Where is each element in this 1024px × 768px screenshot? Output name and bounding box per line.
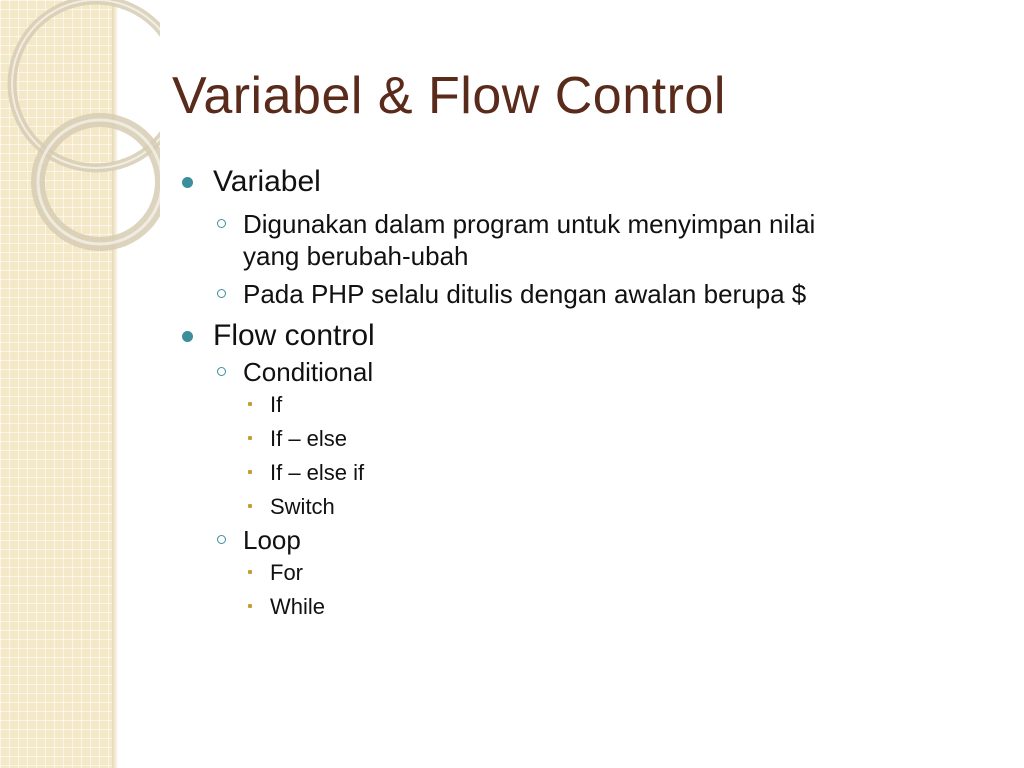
square-bullet-icon — [248, 570, 252, 574]
sub-sub-bullet-text: If — [270, 392, 283, 417]
filled-circle-bullet-icon — [182, 331, 193, 342]
hollow-circle-bullet-icon — [217, 289, 226, 298]
sub-sub-bullet-switch — [182, 490, 982, 524]
sub-sub-bullet-text: If – else if — [270, 460, 365, 485]
sub-sub-bullet-if — [182, 388, 982, 422]
bullet-text: Flow control — [213, 319, 375, 352]
sub-sub-bullet-text: Switch — [270, 494, 335, 519]
sub-bullet-text-line2: yang berubah-ubah — [243, 241, 469, 271]
bullet-list — [182, 162, 982, 624]
square-bullet-icon — [248, 402, 252, 406]
sub-sub-bullet-if-else — [182, 422, 982, 456]
square-bullet-icon — [248, 436, 252, 440]
sub-bullet-pada-php — [182, 278, 982, 310]
ring-large — [12, 0, 160, 168]
sub-sub-bullet-for — [182, 556, 982, 590]
hollow-circle-bullet-icon — [217, 367, 226, 376]
sub-bullet-text: Loop — [243, 525, 301, 555]
sub-bullet-loop — [182, 524, 982, 556]
square-bullet-icon — [248, 470, 252, 474]
bullet-flow-control — [182, 316, 982, 356]
sub-bullet-conditional — [182, 356, 982, 388]
sub-sub-bullet-text: While — [270, 594, 326, 619]
slide-title: Variabel & Flow Control — [172, 67, 726, 125]
square-bullet-icon — [248, 504, 252, 508]
sub-bullet-digunakan — [182, 208, 982, 272]
sub-bullet-text: Conditional — [243, 357, 374, 387]
hollow-circle-bullet-icon — [217, 535, 226, 544]
sub-sub-bullet-while — [182, 590, 982, 624]
sub-bullet-text: Pada PHP selalu ditulis dengan awalan berupa $ — [243, 279, 807, 309]
sub-sub-bullet-if-else-if — [182, 456, 982, 490]
sub-sub-bullet-text: For — [270, 560, 303, 585]
sub-bullet-text-line1: Digunakan dalam program untuk menyimpan nilai — [243, 209, 816, 239]
hollow-circle-bullet-icon — [217, 219, 226, 228]
sub-sub-bullet-text: If – else — [270, 426, 348, 451]
square-bullet-icon — [248, 604, 252, 608]
bullet-text: Variabel — [213, 165, 321, 198]
bullet-variabel — [182, 162, 982, 202]
decorative-rings-icon — [0, 0, 160, 260]
filled-circle-bullet-icon — [182, 177, 193, 188]
